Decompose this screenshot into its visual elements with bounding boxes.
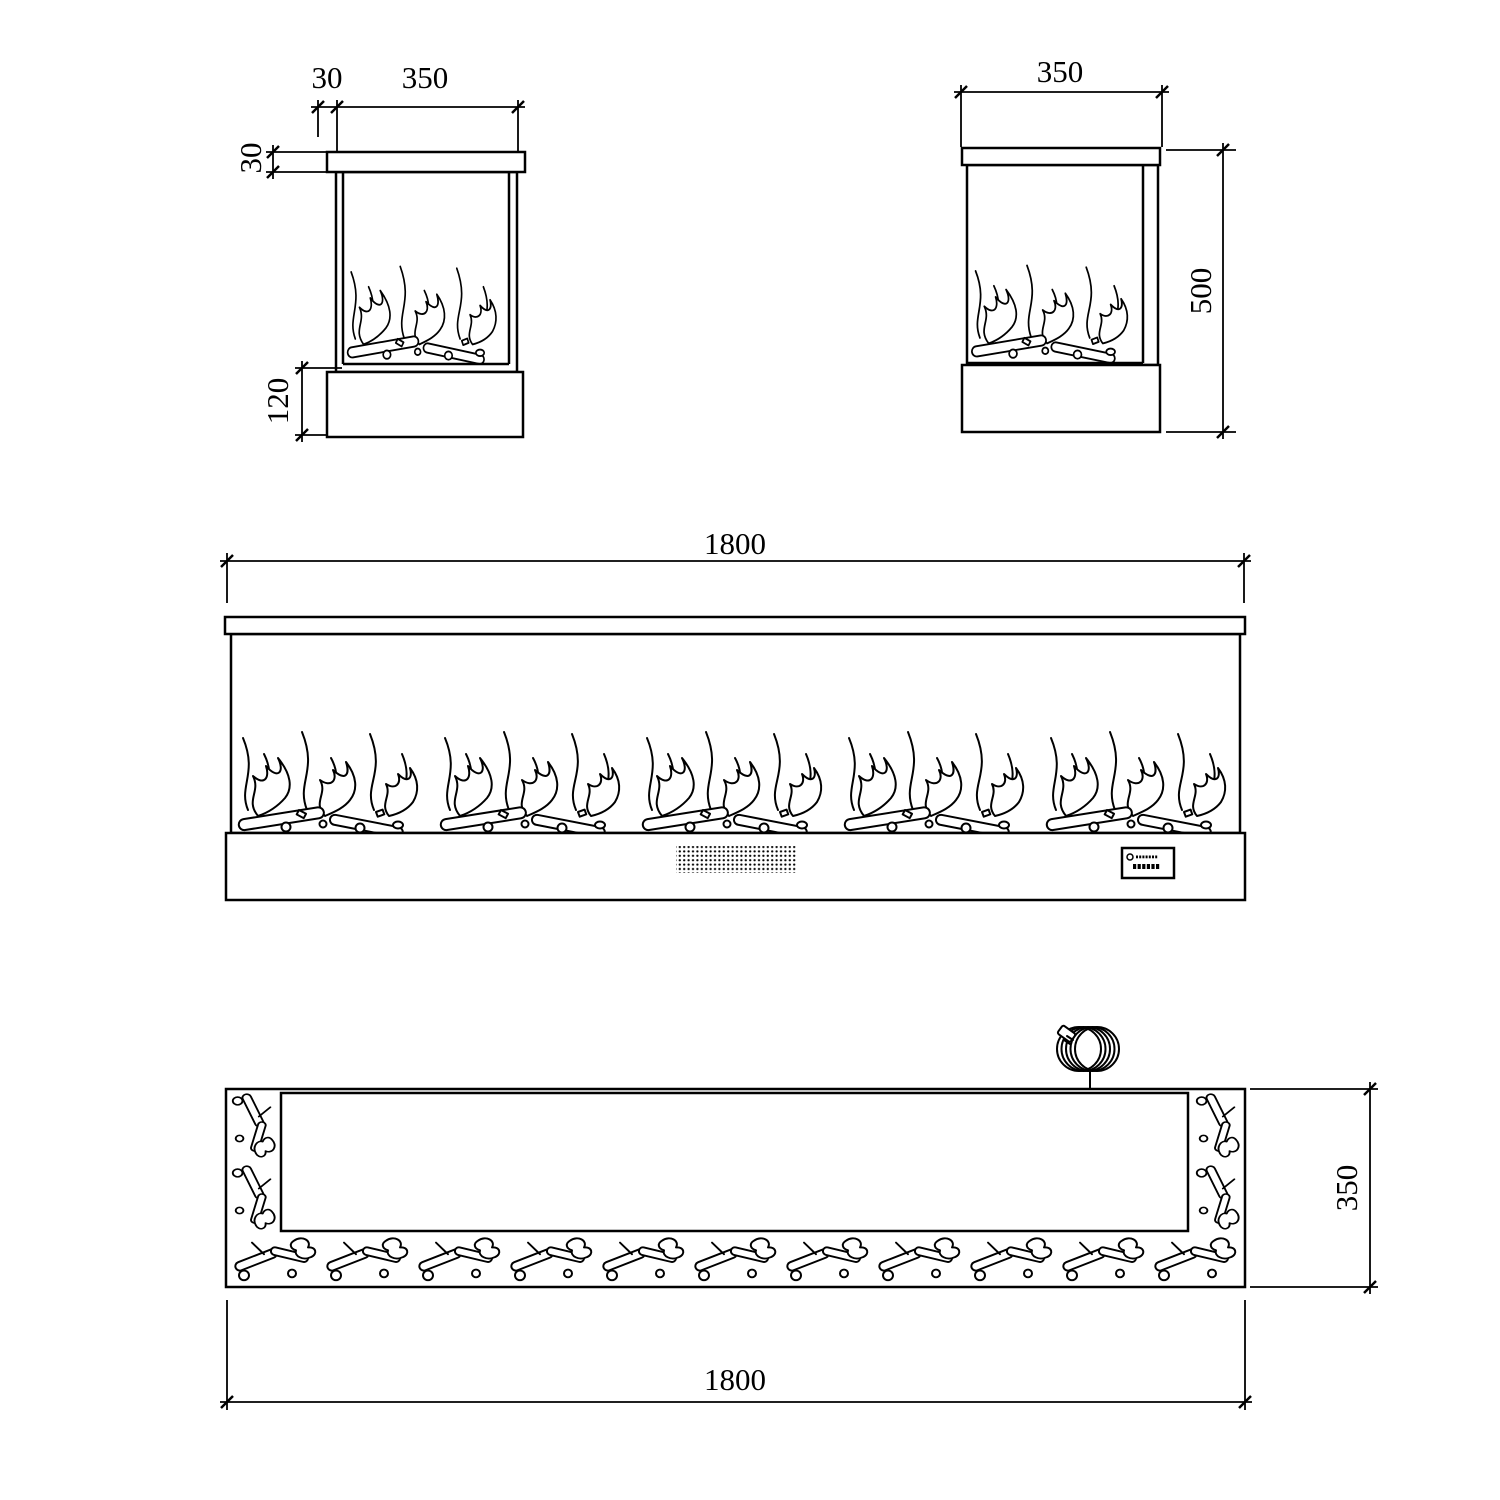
dim-label-plan-width: 1800: [704, 1362, 766, 1397]
dim-label-side-right-width: 350: [1036, 54, 1084, 89]
vent-grille-icon: [676, 846, 796, 873]
side-right-cap: [962, 148, 1160, 165]
power-cord-coil-icon: [1057, 1025, 1119, 1089]
side-left-cap: [327, 152, 525, 172]
plan-inner-opening: [281, 1093, 1188, 1231]
dimension-side-left-cap-height: [233, 143, 326, 180]
side-right-base: [962, 365, 1160, 432]
dim-label-front-width: 1800: [704, 526, 766, 561]
flame-art: [238, 732, 1225, 838]
dim-label-cap-height: 30: [233, 142, 268, 174]
flame-art: [971, 265, 1127, 363]
dim-label-plan-depth: 350: [1329, 1164, 1364, 1212]
view-side-right: [954, 54, 1236, 439]
dim-label-side-right-height: 500: [1183, 267, 1218, 315]
dimension-plan-depth: [1250, 1082, 1378, 1294]
front-cap: [225, 617, 1245, 634]
view-side-left: [233, 60, 525, 442]
dimension-front-width: [220, 526, 1251, 603]
dimension-plan-width: [220, 1300, 1252, 1410]
dimension-side-right-height: [1166, 143, 1236, 439]
view-plan: [220, 1025, 1378, 1410]
dim-label-cap-overhang: 30: [311, 60, 343, 95]
dim-label-side-left-width: 350: [401, 60, 449, 95]
view-front: [220, 526, 1251, 900]
dimension-side-left-top: [311, 60, 525, 151]
dim-label-base-height: 120: [260, 377, 295, 425]
flame-art: [347, 266, 496, 364]
side-left-base: [327, 372, 523, 437]
dimension-side-right-top: [954, 54, 1169, 147]
